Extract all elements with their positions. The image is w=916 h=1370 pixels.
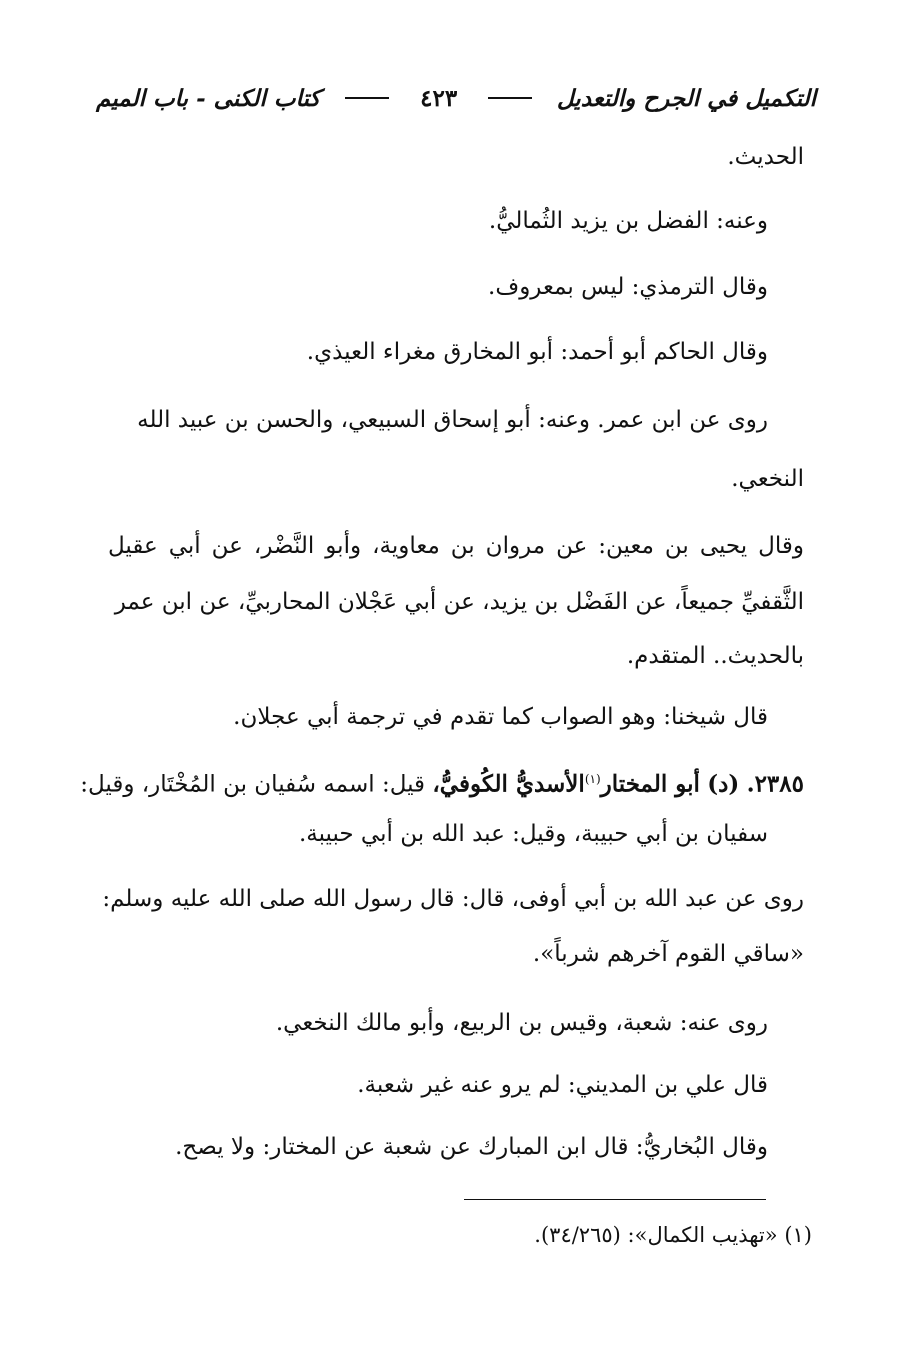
header-section-title: كتاب الكنى - باب الميم [96,84,321,112]
text-line: قال علي بن المديني: لم يرو عنه غير شعبة. [357,1072,768,1098]
header-page-number: ٤٢٣ [420,84,458,112]
text-line: روى عن ابن عمر. وعنه: أبو إسحاق السبيعي، والحسن بن عبيد الله [137,407,768,433]
header-book-title: التكميل في الجرح والتعديل [556,84,816,112]
text-line: وقال الترمذي: ليس بمعروف. [488,274,768,300]
footnote-separator [464,1199,766,1200]
text-line: النخعي. [731,466,804,492]
header-dash [345,97,389,99]
footnote-text: «تهذيب الكمال»: (٣٤/٢٦٥). [534,1223,778,1247]
text-line: الحديث. [727,144,804,170]
text-line: وقال يحيى بن معين: عن مروان بن معاوية، وأبو النَّضْر، عن أبي عقيل [108,533,804,559]
text-line: سفيان بن أبي حبيبة، وقيل: عبد الله بن أبي حبيبة. [298,821,768,847]
text-line: «ساقي القوم آخرهم شرباً». [532,941,804,967]
running-header [96,78,816,118]
footnote [534,1218,812,1252]
entry-code: (د) [707,770,740,798]
entry-number: ٢٣٨٥. [746,770,804,798]
footnote-number: (١) [784,1223,812,1247]
entry-rest: قيل: اسمه سُفيان بن المُخْتَار، وقيل: [80,771,426,798]
entry-heading-line [80,762,804,796]
entry-nisba: الأسديُّ الكُوفيُّ، [432,770,585,798]
entry-name: أبو المختار [600,770,700,798]
text-line: الثَّقفيِّ جميعاً، عن الفَضْل بن يزيد، عن أبي عَجْلان المحاربيِّ، عن ابن عمر [114,589,804,615]
text-line: وقال الحاكم أبو أحمد: أبو المخارق مغراء العيذي. [306,339,768,365]
text-line: روى عنه: شعبة، وقيس بن الربيع، وأبو مالك النخعي. [275,1010,768,1036]
footnote-marker: (١) [584,772,601,786]
text-line: وعنه: الفضل بن يزيد الثُماليُّ. [488,208,768,234]
text-line: بالحديث.. المتقدم. [626,643,804,669]
header-dash [488,97,532,99]
text-line: روى عن عبد الله بن أبي أوفى، قال: قال رسول الله صلى الله عليه وسلم: [102,886,804,912]
text-line: وقال البُخاريُّ: قال ابن المبارك عن شعبة عن المختار: ولا يصح. [175,1134,768,1160]
text-line: قال شيخنا: وهو الصواب كما تقدم في ترجمة أبي عجلان. [233,704,768,730]
